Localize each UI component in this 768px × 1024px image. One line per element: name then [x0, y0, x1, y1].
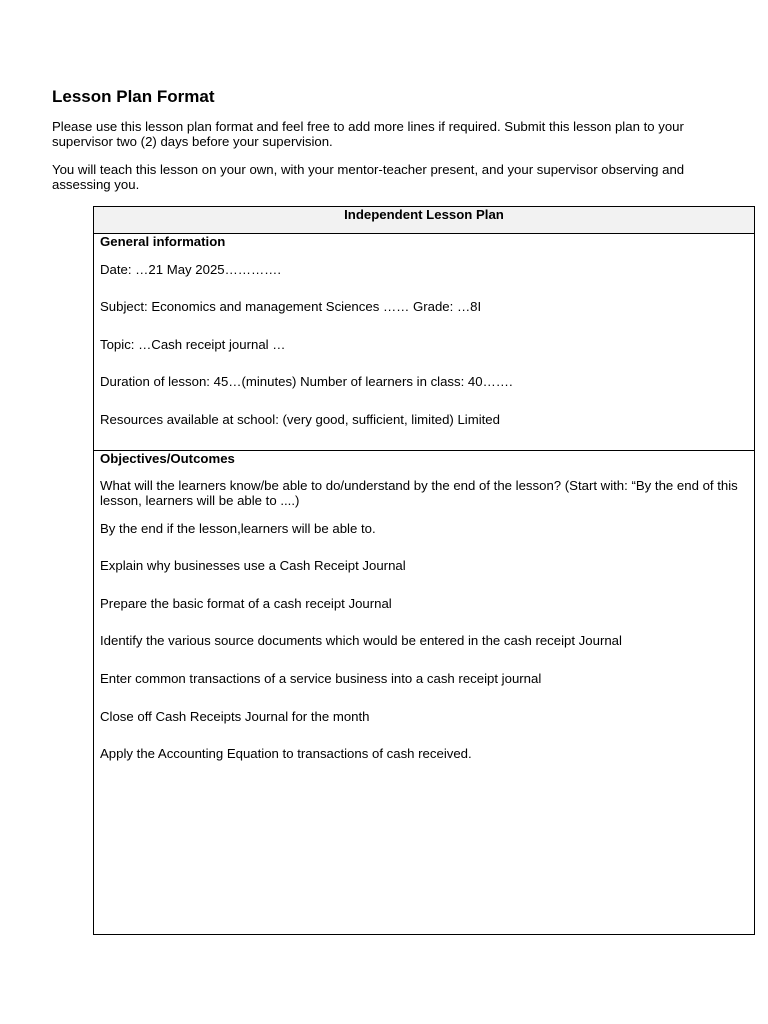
objectives-question: What will the learners know/be able to do/understand by the end of the lesson? (Start with: “By the end of this lesson, learners will be able to ....) [100, 478, 738, 508]
objective-item: Explain why businesses use a Cash Receipt Journal [100, 558, 406, 573]
general-information-heading: General information [100, 234, 226, 249]
lesson-plan-table [93, 206, 755, 935]
objectives-section [94, 451, 754, 934]
date-field: Date: …21 May 2025…………. [100, 262, 282, 277]
objective-item: Close off Cash Receipts Journal for the month [100, 709, 370, 724]
general-information-section [94, 234, 754, 451]
intro-paragraph-submission: Please use this lesson plan format and feel free to add more lines if required. Submit this lesson plan to your supervisor two (2) days before your supervision. [52, 119, 684, 149]
intro-paragraph-observation: You will teach this lesson on your own, with your mentor-teacher present, and your supervisor observing and assessing you. [52, 162, 685, 192]
objectives-heading: Objectives/Outcomes [100, 451, 235, 466]
page-title: Lesson Plan Format [52, 87, 215, 106]
topic-field: Topic: …Cash receipt journal … [100, 337, 286, 352]
objectives-lead: By the end if the lesson,learners will be able to. [100, 521, 376, 536]
subject-grade-field: Subject: Economics and management Sciences …… Grade: …8I [100, 299, 482, 314]
objective-item: Enter common transactions of a service business into a cash receipt journal [100, 671, 542, 686]
duration-learners-field: Duration of lesson: 45…(minutes) Number of learners in class: 40……. [100, 374, 513, 389]
objective-item: Identify the various source documents which would be entered in the cash receipt Journal [100, 633, 622, 648]
objective-item: Apply the Accounting Equation to transactions of cash received. [100, 746, 472, 761]
table-header: Independent Lesson Plan [94, 207, 754, 234]
objective-item: Prepare the basic format of a cash receipt Journal [100, 596, 392, 611]
resources-field: Resources available at school: (very good, sufficient, limited) Limited [100, 412, 500, 427]
